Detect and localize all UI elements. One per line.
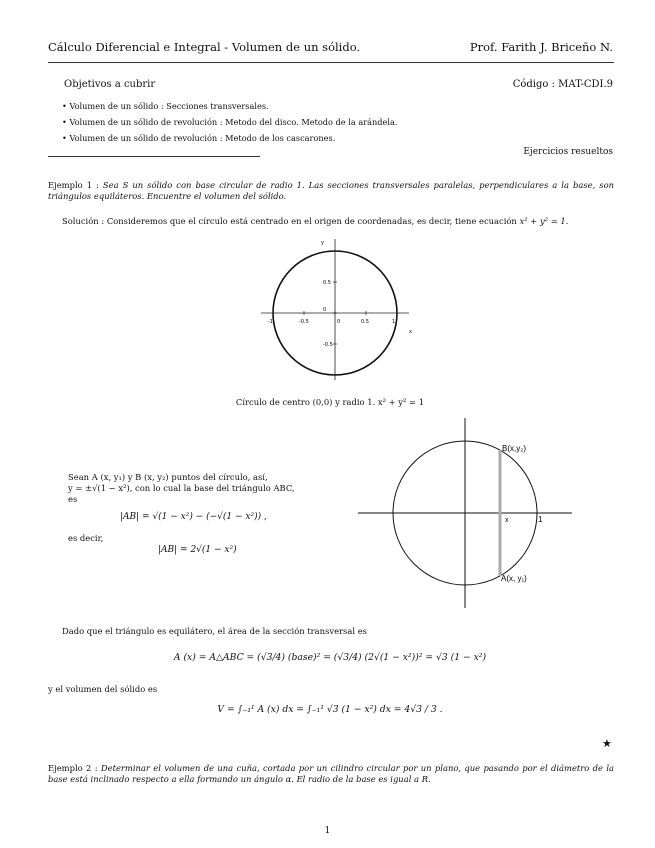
- section-circle-plot: [358, 418, 572, 608]
- end-star-icon: ★: [602, 737, 612, 750]
- volume-equation: V = ∫₋₁¹ A (x) dx = ∫₋₁¹ √3 (1 − x²) dx = 4√3 / 3 .: [217, 704, 443, 715]
- x-tick-label: -1: [268, 319, 273, 325]
- objective-item: • Volumen de un sólido de revolución : Metodo del disco. Metodo de la arándela.: [62, 117, 398, 127]
- label-B: B(x,y₂): [502, 444, 526, 453]
- label-x: x: [505, 517, 509, 524]
- circle-caption: Círculo de centro (0,0) y radio 1. x² + y² = 1: [235, 397, 425, 407]
- area-equation: A (x) = A△ABC = (√3/4) (base)² = (√3/4) (2√(1 − x²))² = √3 (1 − x²): [173, 652, 487, 663]
- label-A: A(x, y₁): [501, 574, 527, 583]
- objectives-title: Objetivos a cubrir: [64, 79, 156, 90]
- x-tick-label: 0.5: [361, 319, 369, 325]
- header-rule: [48, 62, 614, 63]
- header-left: Cálculo Diferencial e Integral - Volumen de un sólido.: [48, 40, 361, 54]
- volume-intro: y el volumen del sólido es: [48, 684, 158, 694]
- header-right: Prof. Farith J. Briceño N.: [469, 40, 613, 54]
- bullet-icon: •: [62, 133, 67, 143]
- x-tick-label: 1: [392, 319, 396, 325]
- objective-item: • Volumen de un sólido de revolución : Metodo de los cascarones.: [62, 133, 336, 143]
- plot1-group: [261, 239, 412, 380]
- unit-circle-plot: [255, 236, 415, 380]
- bullet-icon: •: [62, 117, 67, 127]
- page-number: 1: [324, 826, 331, 836]
- y-axis-label: y: [321, 240, 324, 246]
- objectives-code: Código : MAT-CDI.9: [512, 79, 613, 90]
- eq-ab-2: |AB| = 2√(1 − x²): [158, 545, 237, 555]
- label-1: 1: [538, 515, 543, 524]
- bullet-icon: •: [62, 101, 67, 111]
- objectives-list: [62, 98, 582, 146]
- x-axis-label: x: [409, 329, 412, 335]
- example2-statement: Ejemplo 2 : Determinar el volumen de una cuña, cortada por un cilindro circular por un plano, que pasando por el diámetro de la base está inclinado respecto a ella formando un ángulo α. El radio de la base es igual a R.: [48, 763, 614, 784]
- points-text: Sean A (x, y₁) y B (x, y₂) puntos del círculo, así, y = ±√(1 − x²), con lo cual la base del triángulo ABC, es: [68, 472, 295, 504]
- es-decir: es decir,: [68, 533, 104, 543]
- area-intro: Dado que el triángulo es equilátero, el área de la sección transversal es: [62, 626, 367, 636]
- example1-solution: Solución : Consideremos que el círculo está centrado en el origen de coordenadas, es decir, tiene ecuación x² + y² = 1.: [62, 216, 569, 226]
- example1-statement: Ejemplo 1 : Sea S un sólido con base circular de radio 1. Las secciones transversales paralelas, perpendiculares a la base, son triángulos equiláteros. Encuentre el volumen del sólido.: [48, 180, 615, 201]
- x-tick-label: 0: [337, 319, 341, 325]
- x-tick-label: -0.5: [299, 319, 309, 325]
- y-tick-label: 0.5: [323, 280, 331, 286]
- objectives-rule: [48, 156, 260, 157]
- y-tick-label: 0: [323, 307, 327, 313]
- y-tick-label: -0.5: [323, 342, 333, 348]
- objective-item: • Volumen de un sólido : Secciones transversales.: [62, 101, 269, 111]
- solved-label: Ejercicios resueltos: [523, 147, 613, 157]
- eq-ab-1: |AB| = √(1 − x²) − (−√(1 − x²)) ,: [120, 512, 267, 522]
